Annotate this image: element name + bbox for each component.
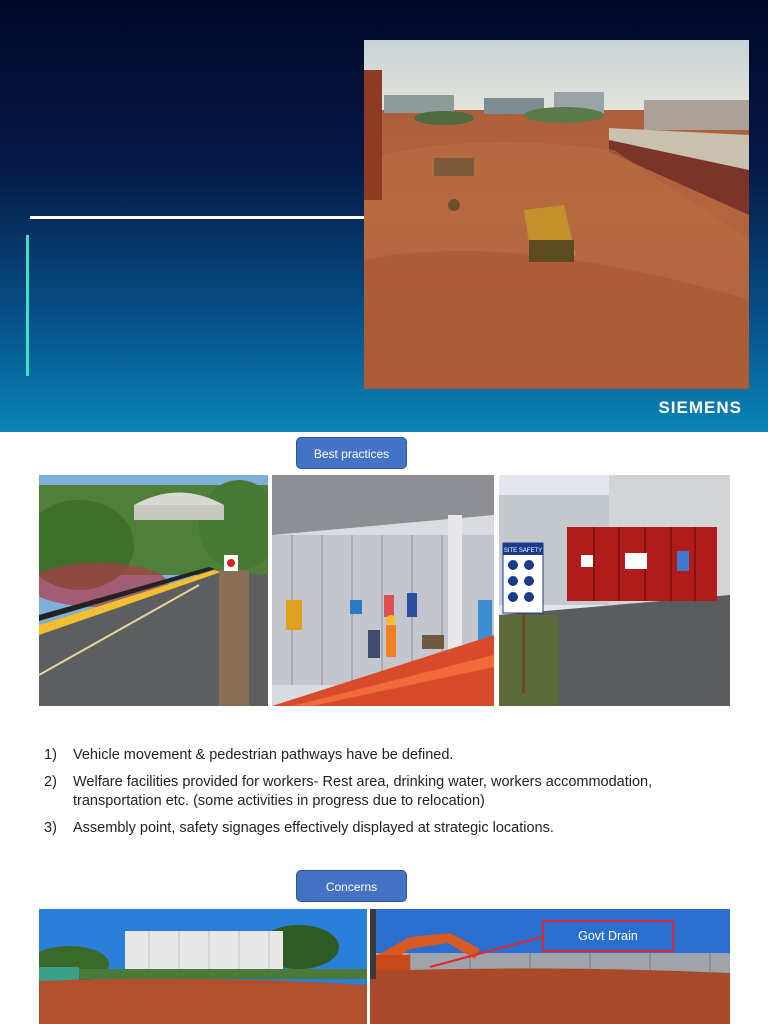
list-item [44,746,734,765]
title-banner [0,0,768,432]
list-item-number: 2) [44,774,57,790]
best-practices-label: Best practices [296,437,407,469]
title-divider-line [30,216,364,219]
list-item-text: Vehicle movement & pedestrian pathways have be defined. [73,747,454,763]
subtitle-accent-bar [26,235,29,376]
welfare-rest-area-photo [272,475,494,706]
list-item-number: 3) [44,820,57,836]
list-item [44,773,734,811]
list-item-text: Assembly point, safety signages effectively displayed at strategic locations. [73,820,554,836]
govt-drain-callout: Govt Drain [542,920,674,952]
concern-building-photo [39,909,367,1024]
pathway-road-photo [39,475,268,706]
best-practices-list [44,746,734,846]
list-item-text: Welfare facilities provided for workers- Rest area, drinking water, workers accommodation, transportation etc. (some activities in progress due to relocation) [73,774,653,809]
list-item [44,819,734,838]
concerns-label: Concerns [296,870,407,902]
list-item-number: 1) [44,747,57,763]
safety-signage-photo [499,475,730,706]
site-safety-sign-text: SITE SAFETY [503,548,543,554]
site-excavation-photo [364,40,749,389]
siemens-logo: SIEMENS [658,398,742,417]
